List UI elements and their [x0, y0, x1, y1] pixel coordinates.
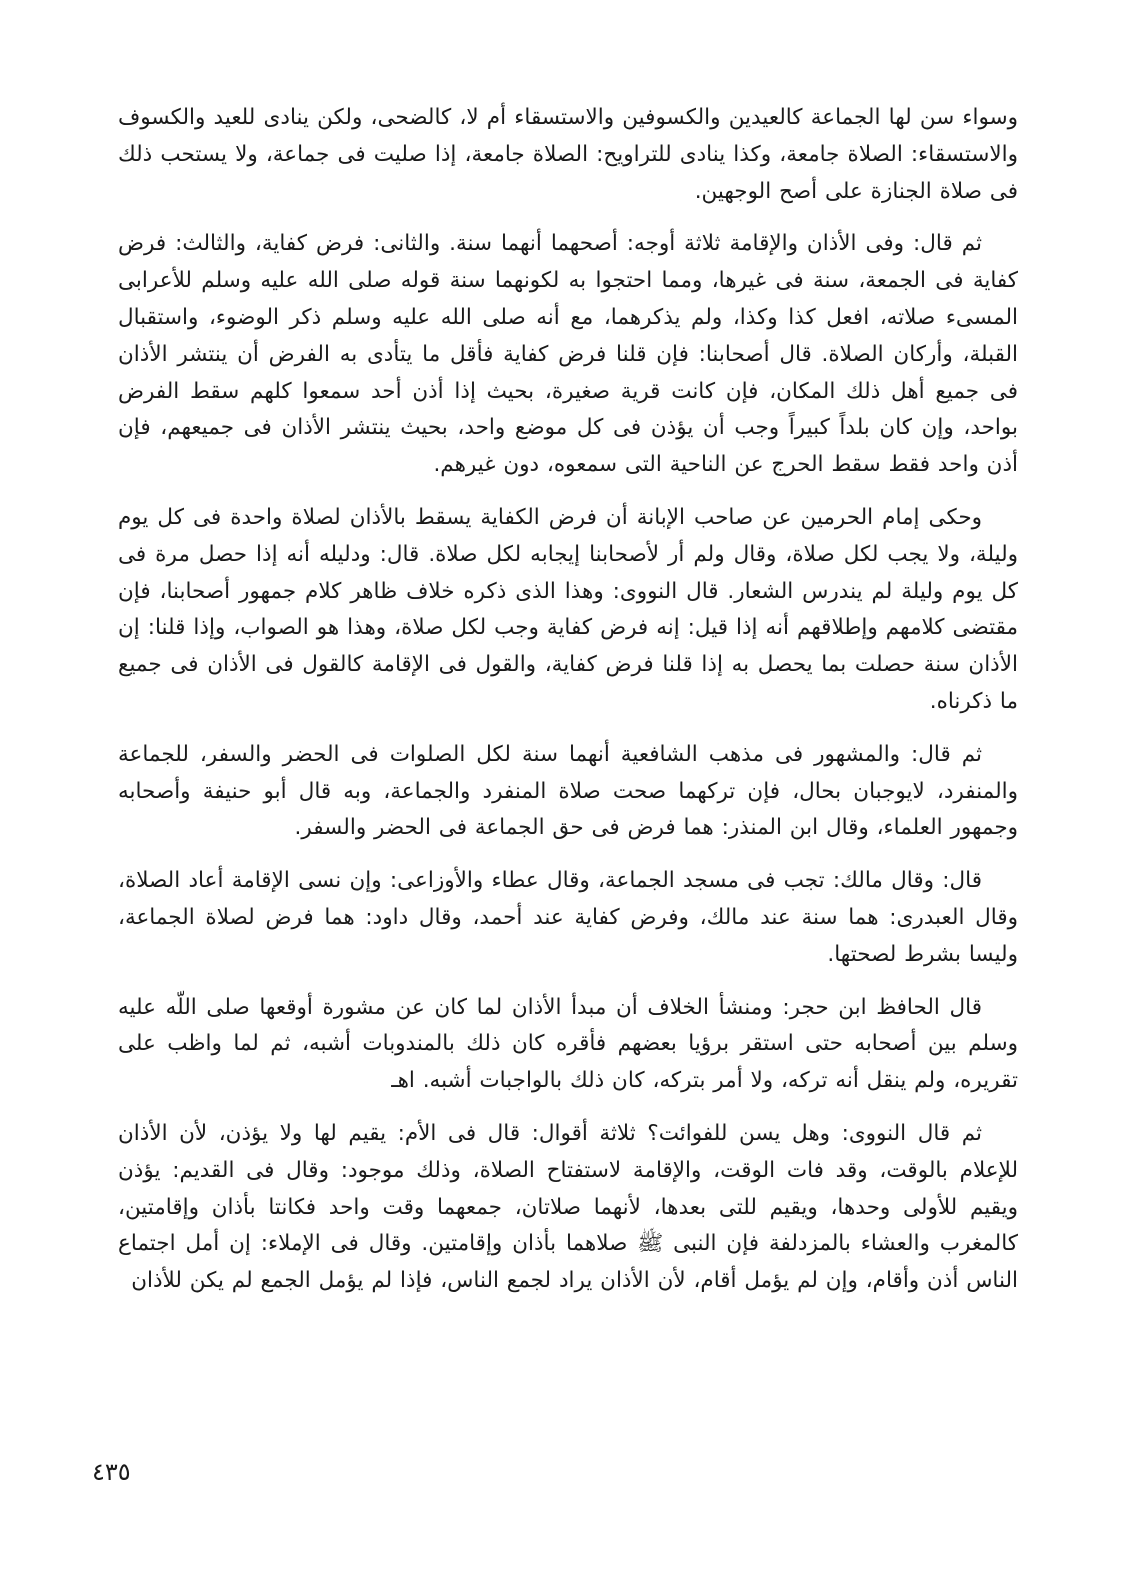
paragraph-5: قال: وقال مالك: تجب فى مسجد الجماعة، وقال عطاء والأوزاعى: وإن نسى الإقامة أعاد الصلاة، وقال العبدرى: هما سنة عند مالك، وفرض كفاية عند أحمد، وقال داود: هما فرض لصلاة الجماعة، وليسا بشرط لصحتها.: [118, 868, 1018, 967]
paragraph-1: وسواء سن لها الجماعة كالعيدين والكسوفين والاستسقاء أم لا، كالضحى، ولكن ينادى للعيد والكسوف والاستسقاء: الصلاة جامعة، وكذا ينادى للتراويح: الصلاة جامعة، إذا صليت فى جماعة، ولا يستحب ذلك فى صلاة الجنازة على أصح الوجهين.: [118, 105, 1018, 204]
page-number: ٤٣٥: [92, 1458, 131, 1486]
paragraph-2: ثم قال: وفى الأذان والإقامة ثلاثة أوجه: أصحهما أنهما سنة. والثانى: فرض كفاية، والثالث: فرض كفاية فى الجمعة، سنة فى غيرها، ومما احتجوا به لكونهما سنة قوله صلى الله عليه وسلم للأعرابى المسىء صلاته، افعل كذا وكذا، ولم يذكرهما، مع أنه صلى الله عليه وسلم ذكر الوضوء، واستقبال القبلة، وأركان الصلاة. قال أصحابنا: فإن قلنا فرض كفاية فأقل ما يتأدى به الفرض أن ينتشر الأذان فى جميع أهل ذلك المكان، فإن كانت قرية صغيرة، بحيث إذا أذن أحد سمعوا كلهم سقط الفرض بواحد، وإن كان بلداً كبيراً وجب أن يؤذن فى كل موضع واحد، بحيث ينتشر الأذان فى جميعهم، فإن أذن واحد فقط سقط الحرج عن الناحية التى سمعوه، دون غيرهم.: [118, 231, 1018, 478]
document-body: [118, 100, 1018, 1316]
paragraph-7: ثم قال النووى: وهل يسن للفوائت؟ ثلاثة أقوال: قال فى الأم: يقيم لها ولا يؤذن، لأن الأذان للإعلام بالوقت، وقد فات الوقت، والإقامة لاستفتاح الصلاة، وذلك موجود: وقال فى القديم: يؤذن ويقيم للأولى وحدها، ويقيم للتى بعدها، لأنهما صلاتان، جمعهما وقت واحد فكانتا بأذان وإقامتين، كالمغرب والعشاء بالمزدلفة فإن النبى ﷺ صلاهما بأذان وإقامتين. وقال فى الإملاء: إن أمل اجتماع الناس أذن وأقام، وإن لم يؤمل أقام، لأن الأذان يراد لجمع الناس، فإذا لم يؤمل الجمع لم يكن للأذان: [118, 1120, 1018, 1294]
paragraph-4: ثم قال: والمشهور فى مذهب الشافعية أنهما سنة لكل الصلوات فى الحضر والسفر، للجماعة والمنفرد، لايوجبان بحال، فإن تركهما صحت صلاة المنفرد والجماعة، وبه قال أبو حنيفة وأصحابه وجمهور العلماء، وقال ابن المنذر: هما فرض فى حق الجماعة فى الحضر والسفر.: [118, 741, 1018, 841]
paragraph-3: وحكى إمام الحرمين عن صاحب الإبانة أن فرض الكفاية يسقط بالأذان لصلاة واحدة فى كل يوم وليلة، ولا يجب لكل صلاة، وقال ولم أر لأصحابنا إيجابه لكل صلاة. قال: ودليله أنه إذا حصل مرة فى كل يوم وليلة لم يندرس الشعار. قال النووى: وهذا الذى ذكره خلاف ظاهر كلام جمهور أصحابنا، فإن مقتضى كلامهم وإطلاقهم أنه إذا قيل: إنه فرض كفاية وجب لكل صلاة، وهذا هو الصواب، وإذا قلنا: إن الأذان سنة حصلت بما يحصل به إذا قلنا فرض كفاية، والقول فى الإقامة كالقول فى الأذان فى جميع ما ذكرناه.: [118, 504, 1018, 714]
paragraph-6: قال الحافظ ابن حجر: ومنشأ الخلاف أن مبدأ الأذان لما كان عن مشورة أوقعها صلى اللّه عليه وسلم بين أصحابه حتى استقر برؤيا بعضهم فأقره كان ذلك بالمندوبات أشبه، ثم لما واظب على تقريره، ولم ينقل أنه تركه، ولا أمر بتركه، كان ذلك بالواجبات أشبه. اهـ: [118, 994, 1018, 1094]
